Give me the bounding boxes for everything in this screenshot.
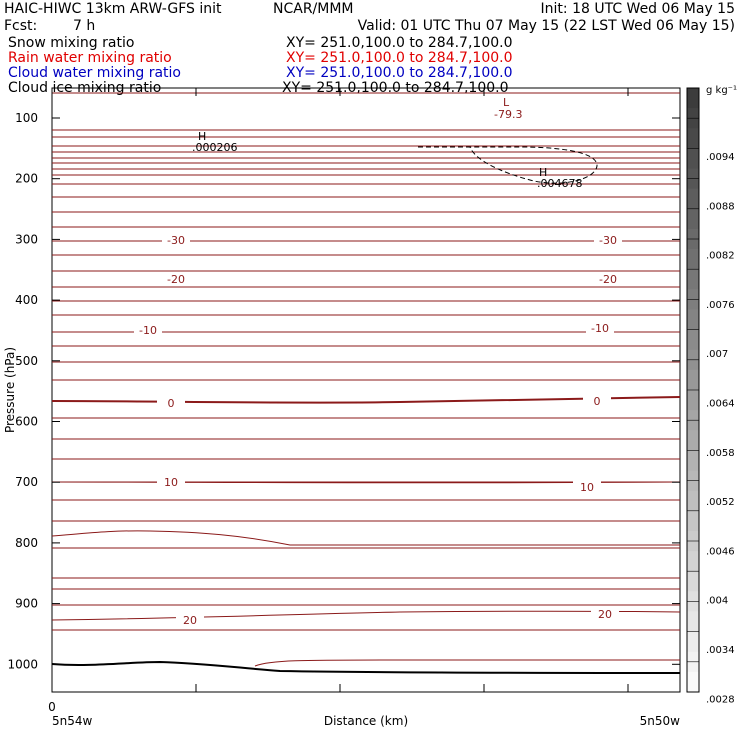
y-tick-label: 500 bbox=[15, 353, 38, 368]
colorbar-segment bbox=[687, 88, 699, 109]
colorbar-label: .007 bbox=[706, 349, 729, 361]
plot-frame bbox=[52, 88, 680, 692]
terrain-surface bbox=[52, 662, 680, 673]
field-xy-cloud-ice: XY= 251.0,100.0 to 284.7,100.0 bbox=[282, 80, 509, 96]
forecast-value: 7 h bbox=[73, 18, 96, 34]
temperature-contour-labels bbox=[134, 233, 622, 627]
contour-label: 20 bbox=[598, 608, 612, 621]
y-tick-label: 800 bbox=[15, 535, 38, 550]
init-time: Init: 18 UTC Wed 06 May 15 bbox=[540, 1, 735, 17]
colorbar-segment bbox=[687, 491, 699, 512]
chart-title: HAIC-HIWC 13km ARW-GFS init bbox=[4, 1, 222, 17]
x-axis-label: Distance (km) bbox=[323, 714, 409, 728]
colorbar-segment bbox=[687, 632, 699, 653]
y-tick-label: 100 bbox=[15, 111, 38, 125]
colorbar-segment bbox=[687, 611, 699, 632]
contour-label: 0 bbox=[167, 397, 175, 410]
colorbar bbox=[687, 88, 735, 705]
y-tick-label: 300 bbox=[15, 232, 38, 247]
y-tick-label: 900 bbox=[15, 596, 38, 611]
colorbar-label: .0094 bbox=[706, 152, 735, 163]
field-name-snow: Snow mixing ratio bbox=[8, 35, 135, 51]
colorbar-segment bbox=[687, 189, 699, 210]
y-axis-ticks bbox=[7, 111, 680, 671]
colorbar-segment bbox=[687, 430, 699, 451]
colorbar-segment bbox=[687, 209, 699, 230]
contour-label: -30 bbox=[167, 234, 185, 247]
y-tick-label: 600 bbox=[15, 414, 38, 429]
low-value: -79.3 bbox=[494, 108, 523, 121]
colorbar-label: .0028 bbox=[706, 694, 735, 706]
colorbar-units: g kg⁻¹ bbox=[706, 85, 737, 96]
high-marker-1: H bbox=[198, 130, 207, 143]
colorbar-segment bbox=[687, 511, 699, 532]
colorbar-segment bbox=[687, 370, 699, 391]
colorbar-label: .0034 bbox=[706, 645, 735, 656]
high-value-2: .004678 bbox=[537, 177, 583, 190]
y-tick-label: 1000 bbox=[7, 657, 38, 672]
contour-label: -20 bbox=[599, 273, 617, 286]
forecast-label: Fcst: bbox=[4, 18, 38, 34]
colorbar-label: .0046 bbox=[706, 546, 735, 558]
colorbar-segment bbox=[687, 269, 699, 290]
contour-line bbox=[255, 660, 680, 666]
colorbar-segment bbox=[687, 450, 699, 471]
contour-line bbox=[52, 531, 680, 546]
colorbar-segment bbox=[687, 551, 699, 572]
colorbar-label: .004 bbox=[706, 595, 729, 607]
x-origin-tick-label: 0 bbox=[48, 700, 56, 714]
field-name-cloud-ice: Cloud ice mixing ratio bbox=[8, 80, 162, 96]
contour-label: 20 bbox=[183, 614, 197, 627]
high-value-1: .000206 bbox=[192, 141, 238, 154]
colorbar-label: .0052 bbox=[706, 497, 735, 509]
organization-label: NCAR/MMM bbox=[273, 1, 354, 17]
x-end-label: 5n50w bbox=[639, 714, 680, 728]
colorbar-segment bbox=[687, 390, 699, 411]
colorbar-label: .0064 bbox=[706, 398, 735, 410]
colorbar-segment bbox=[687, 128, 699, 149]
contour-label: -20 bbox=[167, 273, 185, 286]
y-tick-label: 200 bbox=[15, 171, 38, 186]
colorbar-segment bbox=[687, 309, 699, 330]
contour-label: -10 bbox=[139, 324, 157, 337]
contour-line bbox=[52, 611, 680, 620]
colorbar-label: .0082 bbox=[706, 250, 735, 262]
contour-label: 10 bbox=[580, 481, 594, 494]
colorbar-label: .0076 bbox=[706, 299, 735, 311]
colorbar-label: .0058 bbox=[706, 447, 735, 459]
y-axis-label: Pressure (hPa) bbox=[3, 346, 17, 434]
colorbar-segment bbox=[687, 571, 699, 592]
colorbar-segment bbox=[687, 330, 699, 351]
field-name-rain: Rain water mixing ratio bbox=[8, 50, 172, 66]
contour-label: 0 bbox=[593, 395, 601, 408]
field-xy-cloud-water: XY= 251.0,100.0 to 284.7,100.0 bbox=[286, 65, 513, 81]
field-name-cloud-water: Cloud water mixing ratio bbox=[8, 65, 181, 81]
colorbar-segment bbox=[687, 148, 699, 169]
low-marker: L bbox=[503, 96, 510, 109]
contour-label: -30 bbox=[599, 234, 617, 247]
high-marker-2: H bbox=[539, 166, 548, 179]
colorbar-segment bbox=[687, 672, 699, 693]
colorbar-segment bbox=[687, 249, 699, 270]
field-xy-rain: XY= 251.0,100.0 to 284.7,100.0 bbox=[286, 50, 513, 66]
temperature-contours bbox=[52, 93, 680, 673]
valid-time: Valid: 01 UTC Thu 07 May 15 (22 LST Wed 06 May 15) bbox=[357, 18, 735, 34]
y-tick-label: 400 bbox=[15, 293, 38, 308]
colorbar-label: .0088 bbox=[706, 201, 735, 213]
contour-label: 10 bbox=[164, 476, 178, 489]
field-xy-snow: XY= 251.0,100.0 to 284.7,100.0 bbox=[286, 35, 513, 51]
y-tick-label: 700 bbox=[15, 475, 38, 490]
contour-label: -10 bbox=[591, 322, 609, 335]
x-start-label: 5n54w bbox=[52, 714, 93, 728]
